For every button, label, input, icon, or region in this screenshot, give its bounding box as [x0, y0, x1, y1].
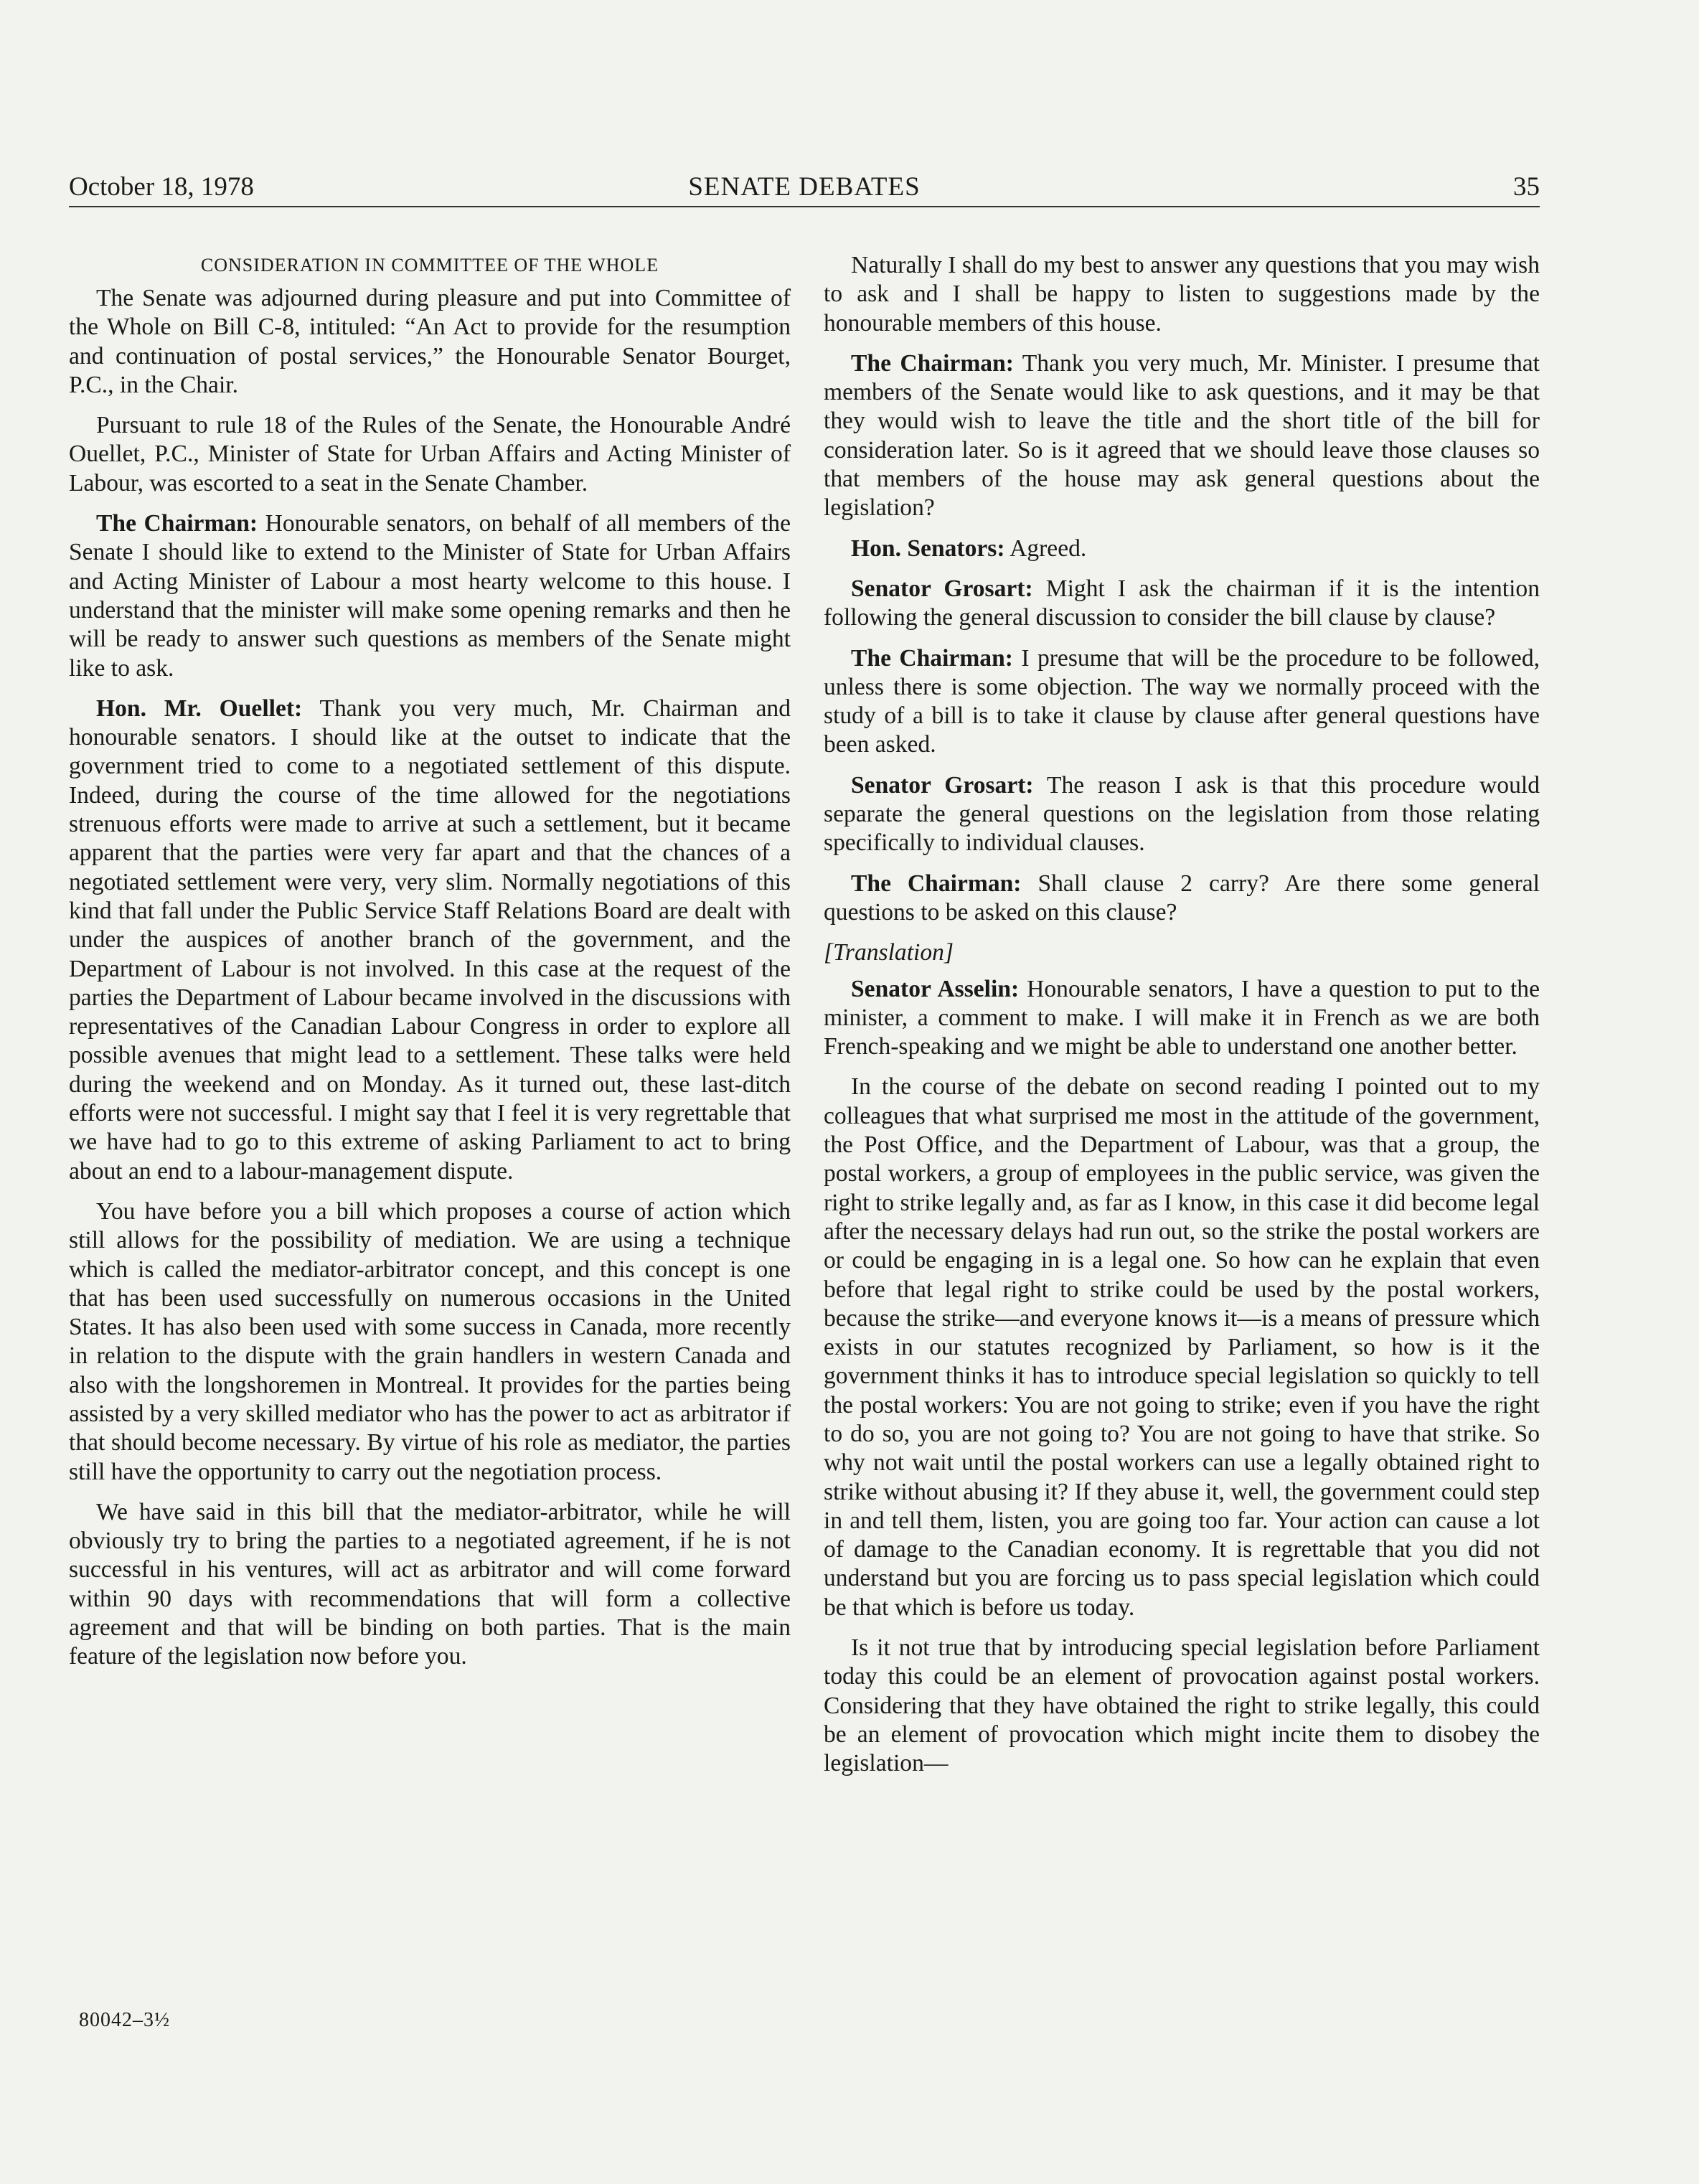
- speech-text: Honourable senators, I have a question to put to the minister, a comment to make. I will make it in French as we are both French-speaking and we might be able to understand one another better.: [824, 975, 1540, 1060]
- speech-text: I presume that will be the procedure to be followed, unless there is some objection. The way we normally proceed with the study of a bill is to take it clause by clause after general questions have been asked.: [824, 644, 1540, 758]
- paragraph: The Senate was adjourned during pleasure and put into Committee of the Whole on Bill C-8, intituled: “An Act to provide for the resumption and continuation of postal services,” the Honourable Senator Bourget, P.C., in the Chair.: [69, 285, 791, 398]
- left-column: [69, 251, 791, 1683]
- speech-paragraph: [824, 975, 1540, 1062]
- header-title: SENATE DEBATES: [688, 172, 921, 202]
- speech-paragraph: [69, 509, 791, 683]
- paragraph: We have said in this bill that the mediator-arbitrator, while he will obviously try to bring the parties to a negotiated agreement, if he is not successful in his ventures, will act as arbitrator and will come forward within 90 days with recommendations that will form a collective agreement and that will be binding on both parties. That is the main feature of the legislation now before you.: [69, 1498, 791, 1670]
- speech-text: The reason I ask is that this procedure would separate the general questions on the legislation from those relating specifically to individual clauses.: [824, 771, 1540, 857]
- header-date: October 18, 1978: [69, 172, 254, 202]
- speech-text: Honourable senators, on behalf of all members of the Senate I should like to extend to the Minister of State for Urban Affairs and Acting Minister of Labour a most hearty welcome to this house. I understand that the minister will make some opening remarks and then he will be ready to answer such questions as members of the Senate might like to ask.: [69, 510, 791, 682]
- right-column: [824, 251, 1540, 1790]
- speaker-name: Senator Asselin:: [851, 975, 1020, 1002]
- speaker-name: The Chairman:: [851, 349, 1014, 377]
- speech-text: Thank you very much, Mr. Chairman and honourable senators. I should like at the outset to indicate that the government tried to come to a negotiated settlement of this dispute. Indeed, during the course of the time allowed for the negotiations strenuous efforts were made to arrive at such a settlement, but it became apparent that the parties were very far apart and that the chances of a negotiated settlement were very, very slim. Normally negotiations of this kind that fall under the Public Service Staff Relations Board are dealt with under the auspices of another branch of the government, and the Department of Labour is not involved. In this case at the request of the parties the Department of Labour became involved in the discussions with representatives of the Canadian Labour Congress in order to explore all possible avenues that might lead to a settlement. These talks were held during the weekend and on Monday. As it turned out, these last-ditch efforts were not successful. I might say that I feel it is very regrettable that we have had to go to this extreme of asking Parliament to act to bring about an end to a labour-management dispute.: [69, 695, 791, 1185]
- paragraph: You have before you a bill which proposes a course of action which still allows for the possibility of mediation. We are using a technique which is called the mediator-arbitrator concept, and this concept is one that has been used successfully on numerous occasions in the United States. It has also been used with some success in Canada, more recently in relation to the dispute with the grain handlers in western Canada and also with the longshoremen in Montreal. It provides for the parties being assisted by a very skilled mediator who has the power to act as arbitrator if that should become necessary. By virtue of his role as mediator, the parties still have the opportunity to carry out the negotiation process.: [69, 1197, 791, 1485]
- page-number: 35: [1513, 172, 1540, 202]
- speaker-name: Senator Grosart:: [851, 771, 1034, 799]
- speech-paragraph: [824, 644, 1540, 760]
- speech-paragraph: [824, 575, 1540, 633]
- speaker-name: Hon. Mr. Ouellet:: [96, 695, 303, 722]
- running-header: [69, 169, 1540, 205]
- header-rule: [69, 206, 1540, 207]
- paragraph: In the course of the debate on second reading I pointed out to my colleagues that what surprised me most in the attitude of the government, the Post Office, and the Department of Labour, was that a group, the postal workers, a group of employees in the public service, was given the right to strike legally and, as far as I know, in this case it did become legal after the necessary delays had run out, so the strike the postal workers are or could be engaging in is a legal one. So how can he explain that even before that legal right to strike could be used by the postal workers, because the strike—and everyone knows it—is a means of pressure which exists in our statutes recognized by Parliament, so how is it the government thinks it has to introduce special legislation so quickly to tell the postal workers: You are not going to strike; even if you have the right to do so, you are not going to? You are not going to have that strike. So why not wait until the postal workers can use a legally obtained right to strike without abusing it? If they abuse it, well, the government could step in and tell them, listen, you are going too far. Your action can cause a lot of damage to the Canadian economy. It is regrettable that you did not understand but you are forcing us to pass special legislation which could be that which is before us today.: [824, 1073, 1540, 1621]
- speech-text: Thank you very much, Mr. Minister. I presume that members of the Senate would like to ask questions, and it may be that they would wish to leave the title and the short title of the bill for consideration later. So is it agreed that we should leave those clauses so that members of the house may ask general questions about the legislation?: [824, 349, 1540, 522]
- speaker-name: Hon. Senators:: [851, 535, 1005, 562]
- speaker-name: Senator Grosart:: [851, 575, 1033, 602]
- paragraph: Is it not true that by introducing special legislation before Parliament today this could be an element of provocation against postal workers. Considering that they have obtained the right to strike legally, this could be an element of provocation which might incite them to disobey the legislation—: [824, 1634, 1540, 1777]
- speech-text: Agreed.: [1004, 535, 1087, 562]
- speech-text: Might I ask the chairman if it is the intention following the general discussion to consider the bill clause by clause?: [824, 575, 1540, 631]
- speaker-name: The Chairman:: [851, 644, 1013, 672]
- section-heading: CONSIDERATION IN COMMITTEE OF THE WHOLE: [200, 255, 659, 276]
- speech-paragraph: [824, 349, 1540, 523]
- speech-paragraph: [824, 771, 1540, 858]
- paragraph: Naturally I shall do my best to answer any questions that you may wish to ask and I shall be happy to listen to suggestions made by the honourable members of this house.: [824, 252, 1540, 336]
- paragraph: Pursuant to rule 18 of the Rules of the Senate, the Honourable André Ouellet, P.C., Minister of State for Urban Affairs and Acting Minister of Labour, was escorted to a seat in the Senate Chamber.: [69, 412, 791, 496]
- speech-text: Shall clause 2 carry? Are there some general questions to be asked on this clause?: [824, 870, 1540, 926]
- speaker-name: The Chairman:: [96, 510, 258, 537]
- print-code: 80042–3½: [79, 2009, 170, 2031]
- translation-label: [Translation]: [824, 939, 954, 966]
- speech-paragraph: [69, 695, 791, 1186]
- speech-paragraph: [824, 535, 1540, 563]
- speech-paragraph: [824, 870, 1540, 928]
- speaker-name: The Chairman:: [851, 870, 1022, 897]
